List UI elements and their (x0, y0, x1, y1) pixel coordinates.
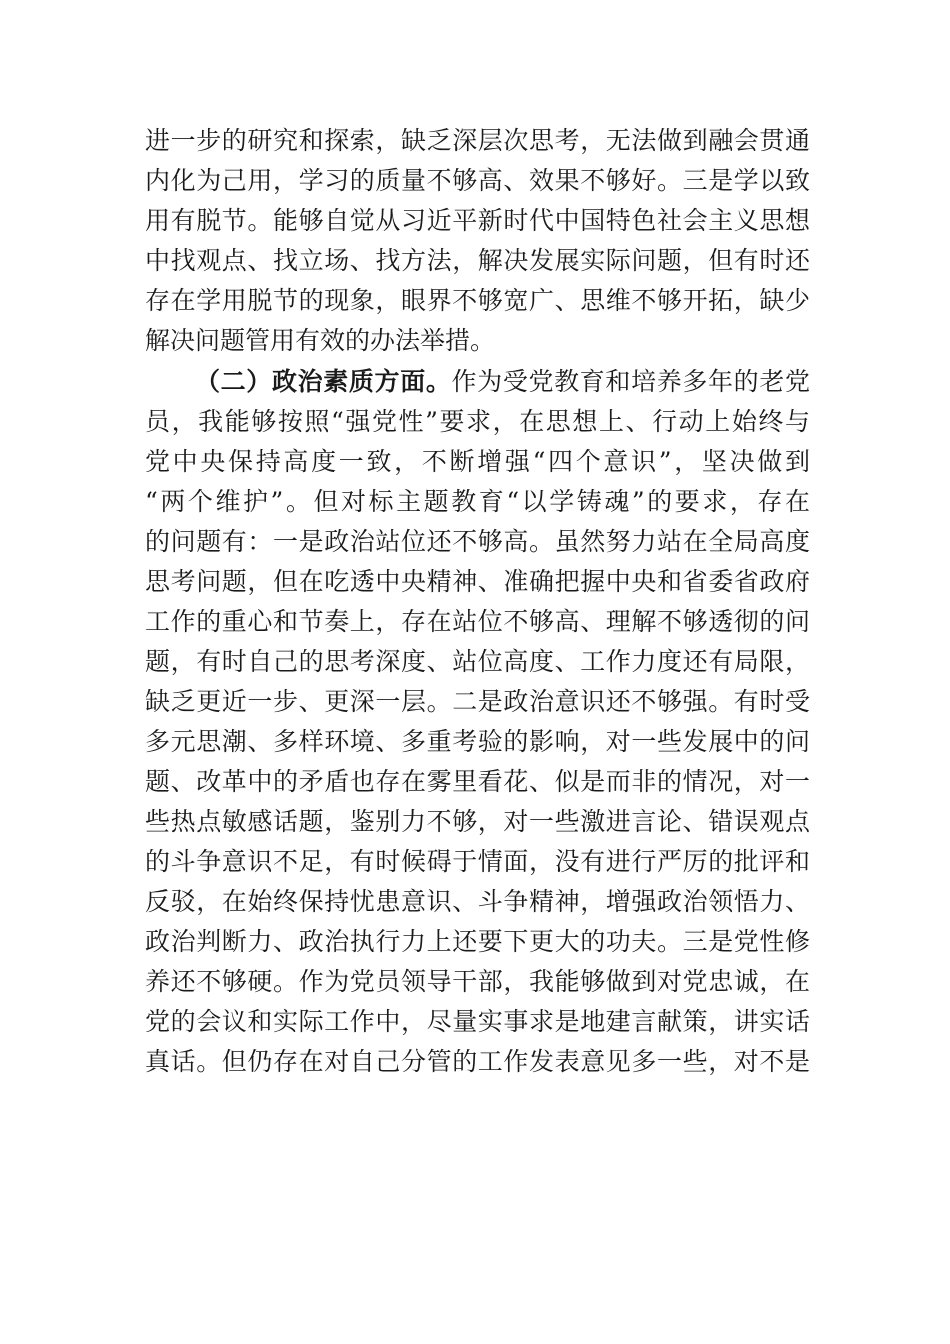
section-first-line (195, 362, 810, 402)
text-line: 思考问题，但在吃透中央精神、准确把握中央和省委省政府 (145, 567, 810, 596)
text-line: 多元思潮、多样环境、多重考验的影响，对一些发展中的问 (145, 727, 810, 756)
text-line: 的斗争意识不足，有时候碍于情面，没有进行严厉的批评和 (145, 847, 810, 876)
text-line: 用有脱节。能够自觉从习近平新时代中国特色社会主义思想 (145, 206, 810, 235)
text-line: 养还不够硬。作为党员领导干部，我能够做到对党忠诚，在 (145, 967, 810, 996)
text-line: 工作的重心和节奏上，存在站位不够高、理解不够透彻的问 (145, 607, 810, 636)
text-line: 缺乏更近一步、更深一层。二是政治意识还不够强。有时受 (145, 687, 810, 716)
text-line: 反驳，在始终保持忧患意识、斗争精神，增强政治领悟力、 (145, 887, 810, 916)
text-line: 中找观点、找立场、找方法，解决发展实际问题，但有时还 (145, 246, 810, 275)
text-line: 些热点敏感话题，鉴别力不够，对一些激进言论、错误观点 (145, 807, 810, 836)
section-first-line-text: 作为受党教育和培养多年的老党 (451, 367, 810, 396)
text-line: 党中央保持高度一致，不断增强“四个意识”，坚决做到 (145, 447, 810, 476)
text-line: 题，有时自己的思考深度、站位高度、工作力度还有局限， (145, 647, 810, 676)
text-line: 解决问题管用有效的办法举措。 (145, 326, 496, 355)
text-line: 政治判断力、政治执行力上还要下更大的功夫。三是党性修 (145, 927, 810, 956)
text-line: 的问题有：一是政治站位还不够高。虽然努力站在全局高度 (145, 527, 810, 556)
text-line: 党的会议和实际工作中，尽量实事求是地建言献策，讲实话 (145, 1007, 810, 1036)
text-line: 存在学用脱节的现象，眼界不够宽广、思维不够开拓，缺少 (145, 286, 810, 315)
text-line: 员，我能够按照“强党性”要求，在思想上、行动上始终与 (145, 407, 810, 436)
text-line: 题、改革中的矛盾也存在雾里看花、似是而非的情况，对一 (145, 767, 810, 796)
text-line: 内化为己用，学习的质量不够高、效果不够好。三是学以致 (145, 166, 810, 195)
text-line: 真话。但仍存在对自己分管的工作发表意见多一些，对不是 (145, 1047, 810, 1076)
text-line: “两个维护”。但对标主题教育“以学铸魂”的要求，存在 (145, 487, 810, 516)
text-line: 进一步的研究和探索，缺乏深层次思考，无法做到融会贯通 (145, 126, 810, 155)
section-heading: （二）政治素质方面。 (195, 367, 452, 396)
